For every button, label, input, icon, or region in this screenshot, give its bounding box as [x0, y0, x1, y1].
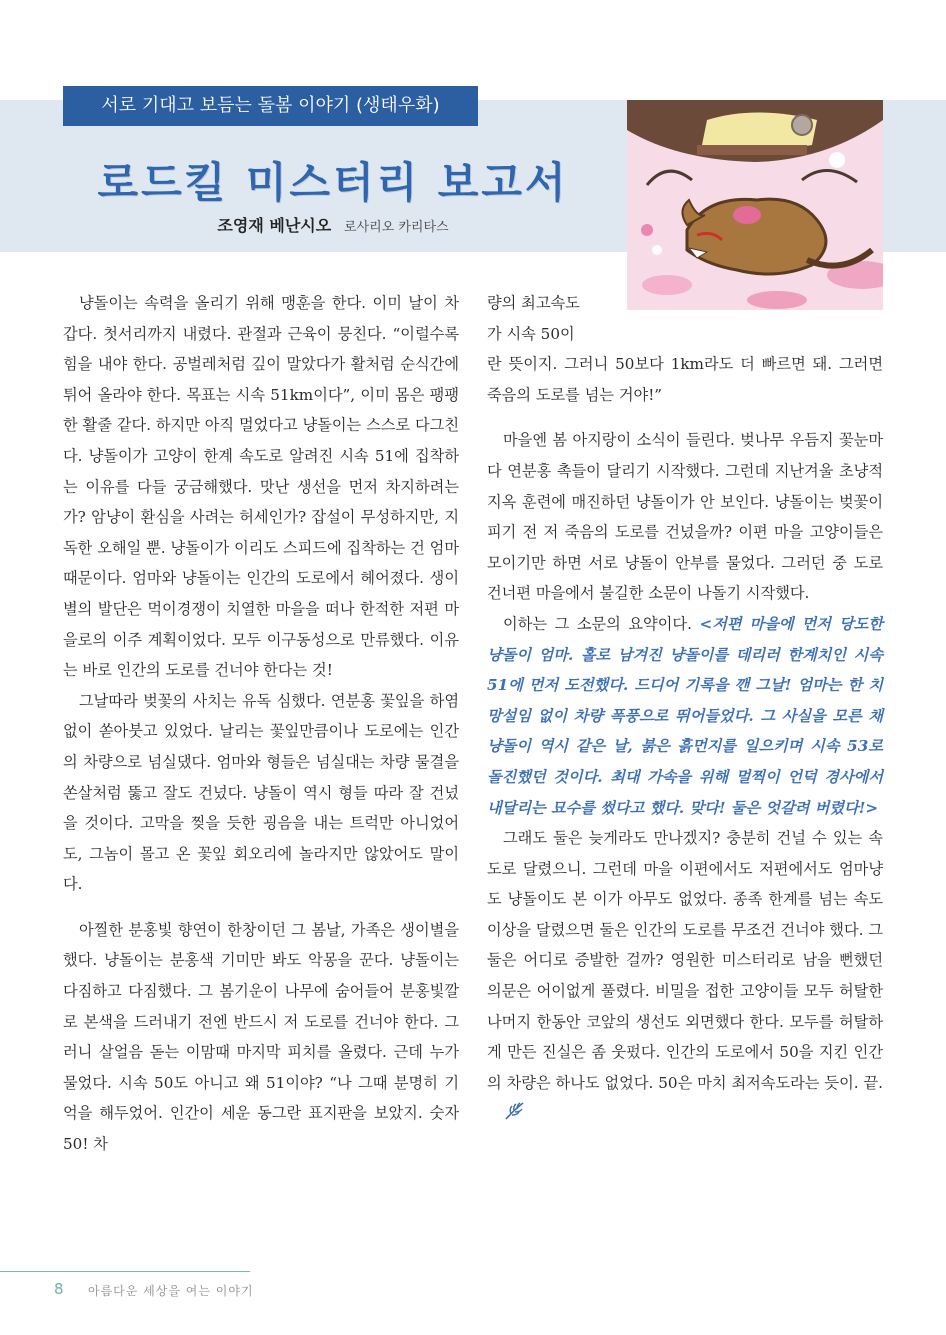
byline — [63, 213, 603, 236]
paragraph: 그날따라 벚꽃의 사치는 유독 심했다. 연분홍 꽃잎을 하염없이 쏟아붓고 있었다. 날리는 꽃잎만큼이나 도로에는 인간의 차량으로 넘실댔다. 엄마와 형들은 넘실대는 차량 물결을 쏜살처럼 뚫고 잘도 건넜다. 냥돌이 역시 형들 따라 잘 건넜을 것이다. 고막을 찢을 듯한 굉음을 내는 트럭만 아니었어도, 그놈이 몰고 온 꽃잎 회오리에 놀라지만 않았어도 말이다. — [63, 691, 459, 894]
car-wheel — [792, 115, 812, 135]
petal-dot — [641, 224, 653, 236]
leaf-end-icon — [487, 1101, 525, 1132]
pink-patch — [733, 206, 761, 224]
petal-dot — [829, 152, 845, 168]
rumor-text: <저편 마을에 먼저 당도한 냥돌이 엄마. 홀로 남겨진 냥돌이를 데리러 한계치인 시속 51에 먼저 도전했다. 드디어 기록을 깬 그날! 엄마는 한 치 망설임 없이 차량 폭풍으로 뛰어들었다. 그 사실을 모른 채 냥돌이 역시 같은 날, 붉은 흙먼지를 일으키며 시속 53로 돌진했던 것이다. 최대 가속을 위해 멀찍이 언덕 경사에서 내달리는 묘수를 썼다고 했다. 맞다! 둘은 엇갈려 버렸다!> — [487, 614, 883, 817]
paragraph-continuation-line: 가 시속 50이 — [487, 324, 575, 343]
right-column — [487, 288, 883, 1132]
magazine-title: 아름다운 세상을 여는 이야기 — [88, 1284, 254, 1298]
final-text: 그래도 둘은 늦게라도 만나겠지? 충분히 건널 수 있는 속도로 달렸으니. 그런데 마을 이편에서도 저편에서도 엄마냥도 냥돌이도 본 이가 아무도 없었다. 종족 한계를 넘는 속도 이상을 달렸으면 둘은 인간의 도로를 무조건 건너야 했다. 그 둘은 어디로 증발한 걸까? 영원한 미스터리로 남을 뻔했던 의문은 어이없게 풀렸다. 비밀을 접한 고양이들 모두 허탈한 나머지 한동안 코앞의 생선도 외면했다 한다. 모두를 허탈하게 만든 진실은 좀 웃펐다. 인간의 도로에서 50을 지킨 인간의 차량은 하나도 없었다. 50은 마치 최저속도라는 듯이. 끝. — [487, 829, 883, 1092]
cat-running-under-car-illustration — [627, 100, 883, 310]
paragraph-final — [487, 823, 883, 1132]
paragraph: 냥돌이는 속력을 올리기 위해 맹훈을 한다. 이미 날이 차갑다. 첫서리까지 내렸다. 관절과 근육이 뭉친다. “이럴수록 힘을 내야 한다. 공벌레처럼 깊이 말았다가 활처럼 순식간에 튀어 올라야 한다. 목표는 시속 51km이다”, 이미 몸은 팽팽한 활줄 같다. 하지만 아직 멀었다고 냥돌이는 스스로 다그친다. 냥돌이가 고양이 한계 속도로 알려진 시속 51에 집착하는 이유를 다들 궁금해했다. 맛난 생선을 먼저 차지하려는가? 암냥이 환심을 사려는 허세인가? 잡설이 무성하지만, 지독한 오해일 뿐. 냥돌이가 이리도 스피드에 집착하는 건 엄마 때문이다. 엄마와 냥돌이는 인간의 도로에서 헤어졌다. 생이별의 발단은 먹이경쟁이 치열한 마을을 떠나 한적한 저편 마을로의 이주 계획이었다. 모두 이구동성으로 만류했다. 이유는 바로 인간의 도로를 건너야 한다는 것! — [63, 294, 459, 680]
paragraph-rumor — [487, 609, 883, 823]
footer-rule — [0, 1271, 250, 1272]
left-column — [63, 288, 459, 1160]
paragraph: 아찔한 분홍빛 향연이 한창이던 그 봄날, 가족은 생이별을 했다. 냥돌이는 분홍색 기미만 봐도 악몽을 꾼다. 냥돌이는 다짐하고 다짐했다. 그 봄기운이 나무에 숨어들어 분홍빛깔로 본색을 드러내기 전엔 반드시 저 도로를 건너야 한다. 그러니 살얼음 돋는 이맘때 마지막 피치를 올렸다. 근데 누가 물었다. 시속 50도 아니고 왜 51이야? “나 그때 분명히 기억을 해두었어. 인간이 세운 동그란 표지판을 보았지. 숫자 50! 차 — [63, 920, 459, 1154]
paragraph-continuation-line: 량의 최고속도 — [487, 294, 580, 312]
paragraph: 마을엔 봄 아지랑이 소식이 들린다. 벚나무 우듬지 꽃눈마다 연분홍 촉들이 달리기 시작했다. 그런데 지난겨울 초냥적 지옥 훈련에 매진하던 냥돌이가 안 보인다. 냥돌이는 벚꽃이 피기 전 저 죽음의 도로를 건넜을까? 이편 마을 고양이들은 모이기만 하면 서로 냥돌이 안부를 물었다. 그러던 중 도로 건너편 마을에서 불길한 소문이 나돌기 시작했다. — [487, 431, 883, 603]
page-number: 8 — [54, 1280, 64, 1298]
paragraph-continuation: 란 뜻이지. 그러니 50보다 1km라도 더 빠르면 돼. 그러면 죽음의 도로를 넘는 거야!” — [487, 355, 883, 404]
author-organization: 로사리오 카리타스 — [343, 220, 449, 235]
rumor-intro: 이하는 그 소문의 요약이다. — [503, 614, 700, 633]
illustration-svg — [627, 100, 883, 310]
car-bumper — [697, 145, 807, 155]
article-title: 로드킬 미스터리 보고서 — [97, 158, 569, 207]
series-tag: 서로 기대고 보듬는 돌봄 이야기 (생태우화) — [63, 86, 478, 126]
petal-dot — [652, 245, 662, 255]
author-name: 조영재 베난시오 — [217, 216, 332, 235]
